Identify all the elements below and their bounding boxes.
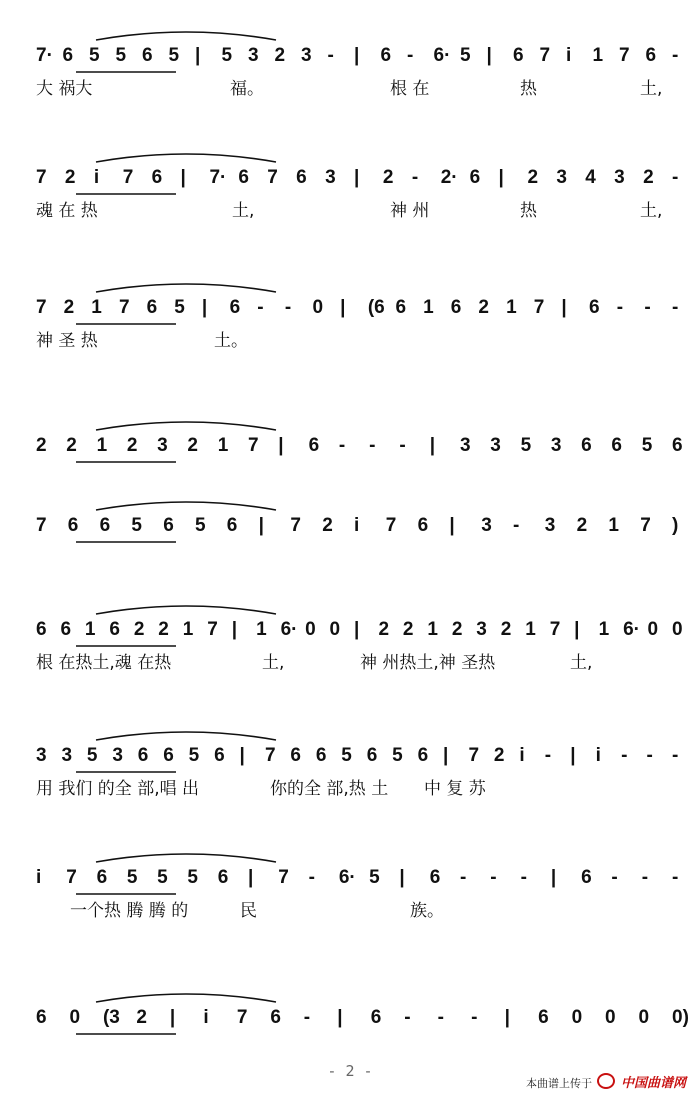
note-token: - [460, 867, 467, 888]
note-token: 7 [36, 167, 47, 188]
note-token: 0 [305, 619, 316, 640]
slur-mark [96, 284, 276, 292]
note-token: 3 [248, 45, 259, 66]
slur-mark [96, 32, 276, 40]
note-token: 2 [382, 167, 394, 188]
note-token: 1 [506, 297, 517, 318]
notation-marks [0, 140, 700, 240]
lyric-segment: 土, [640, 201, 663, 221]
barline: | [354, 45, 360, 66]
lyric-segment: 神 圣 热 [36, 331, 98, 351]
note-token: 7· [36, 45, 53, 66]
note-token: 2 [451, 619, 463, 640]
note-token: 5 [157, 867, 168, 888]
barline: | [429, 435, 436, 456]
note-token: 2 [576, 515, 588, 536]
note-token: 1 [217, 435, 229, 456]
note-token: 7 [264, 745, 276, 766]
note-token: 7 [278, 867, 289, 888]
note-token: 2 [126, 435, 138, 456]
barline: | [169, 1007, 176, 1028]
note-token: 0 [69, 1007, 81, 1028]
note-token: 6 [163, 515, 174, 536]
note-token: 5 [341, 745, 352, 766]
note-token: 6 [296, 167, 307, 188]
note-token: 1 [84, 619, 96, 640]
lyric-segment: 土, [262, 653, 285, 673]
note-token: - [616, 297, 624, 318]
note-token: 5 [131, 515, 142, 536]
slur-mark [96, 502, 276, 510]
note-token: i [354, 515, 360, 536]
note-token: 7 [640, 515, 651, 536]
slur-mark [96, 994, 276, 1002]
note-token: 6 [226, 515, 238, 536]
notation-marks [0, 718, 700, 818]
lyric-segment: 中 复 苏 [424, 779, 486, 799]
note-token: - [257, 297, 264, 318]
note-token: 5 [195, 515, 206, 536]
barline: | [248, 867, 254, 888]
lyric-segment: 土, [570, 653, 593, 673]
note-token: 6 [366, 745, 378, 766]
note-token: - [399, 435, 406, 456]
note-token: - [672, 167, 679, 188]
note-token: 6 [429, 867, 441, 888]
note-token: 6 [229, 297, 241, 318]
note-token: 6 [380, 45, 392, 66]
note-token: 6 [151, 167, 163, 188]
barline: | [561, 297, 567, 318]
note-token: 1 [427, 619, 438, 640]
note-token: - [411, 167, 419, 188]
note-token: 2 [500, 619, 512, 640]
note-token: 6· [338, 867, 356, 888]
note-token: 2 [402, 619, 414, 640]
source-text: 本曲谱上传于 [525, 1077, 592, 1090]
note-token: (3 [102, 1007, 120, 1028]
note-token: - [437, 1007, 444, 1028]
note-token: 7 [619, 45, 630, 66]
note-token: 7 [248, 435, 259, 456]
note-token: 6 [513, 45, 524, 66]
note-token: i [566, 45, 572, 66]
note-token: 5 [115, 45, 127, 66]
note-token: 6 [315, 745, 327, 766]
score-system [0, 840, 700, 940]
note-token: - [644, 297, 651, 318]
note-token: 6 [217, 867, 229, 888]
barline: | [443, 745, 449, 766]
note-token: 1 [592, 45, 604, 66]
barline: | [574, 619, 580, 640]
slur-mark [96, 154, 276, 162]
barline: | [498, 167, 504, 188]
note-token: 7 [468, 745, 480, 766]
note-token: 0 [647, 619, 659, 640]
note-token: 6 [308, 435, 320, 456]
lyric-segment: 福。 [230, 79, 264, 99]
notation-marks [0, 18, 700, 118]
note-token: 6 [67, 515, 79, 536]
page-number: - 2 - [327, 1062, 373, 1080]
note-token: 6 [581, 867, 592, 888]
barline: | [399, 867, 405, 888]
note-token: 1 [598, 619, 610, 640]
barline: | [486, 45, 492, 66]
lyric-segment: 根 在 [390, 79, 430, 99]
note-token: 0 [329, 619, 341, 640]
note-token: 7 [290, 515, 301, 536]
lyric-segment: 土, [232, 201, 255, 221]
note-token: 7 [207, 619, 218, 640]
note-token: - [672, 45, 679, 66]
note-token: 2 [36, 435, 47, 456]
score-system [0, 718, 700, 818]
note-token: 6 [214, 745, 225, 766]
lyric-segment: 族。 [410, 901, 444, 921]
score-system [0, 140, 700, 240]
note-token: 3 [544, 515, 556, 536]
note-token: 2· [440, 167, 458, 188]
note-token: 3 [301, 45, 312, 66]
note-token: 6 [290, 745, 301, 766]
note-token: - [641, 867, 649, 888]
note-token: 7 [236, 1007, 248, 1028]
note-token: 1 [91, 297, 102, 318]
note-token: 6 [417, 745, 429, 766]
site-brand: 中国曲谱网 [620, 1076, 686, 1091]
barline: | [278, 435, 284, 456]
notation-marks [0, 592, 700, 692]
note-token: 2 [643, 167, 654, 188]
note-token: 6 [60, 619, 72, 640]
lyric-segment: 大 祸大 [36, 79, 93, 99]
note-token: 3 [476, 619, 487, 640]
note-token: 1 [182, 619, 194, 640]
note-token: - [621, 745, 628, 766]
note-token: - [369, 435, 376, 456]
note-token: 2 [274, 45, 286, 66]
note-token: 6· [623, 619, 640, 640]
note-token: 6 [142, 45, 153, 66]
barline: | [231, 619, 238, 640]
note-token: 3 [614, 167, 625, 188]
note-token: 0) [672, 1007, 689, 1028]
note-token: 6 [581, 435, 592, 456]
note-token: 7 [385, 515, 397, 536]
note-token: 7 [533, 297, 545, 318]
note-token: - [544, 745, 552, 766]
note-token: 2 [378, 619, 390, 640]
note-token: 7· [209, 167, 227, 188]
note-token: 2 [136, 1007, 147, 1028]
note-token: - [303, 1007, 311, 1028]
barline: | [550, 867, 557, 888]
note-token: - [513, 515, 520, 536]
note-token: 7 [122, 167, 134, 188]
note-token: 2 [63, 297, 75, 318]
note-token: 5 [174, 297, 185, 318]
barline: | [449, 515, 455, 536]
note-token: - [490, 867, 497, 888]
note-token: - [284, 297, 292, 318]
note-token: - [672, 867, 679, 888]
lyric-segment: 你的全 部,热 土 [270, 779, 389, 799]
note-token: 2 [66, 435, 77, 456]
slur-mark [96, 854, 276, 862]
note-token: 6 [36, 619, 47, 640]
note-token: 7 [118, 297, 130, 318]
note-token: i [93, 167, 100, 188]
barline: | [337, 1007, 343, 1028]
note-token: 6 [109, 619, 120, 640]
note-token: 6 [611, 435, 622, 456]
note-token: 0 [571, 1007, 583, 1028]
note-token: - [672, 745, 679, 766]
note-token: 2 [478, 297, 489, 318]
note-token: 5 [641, 435, 653, 456]
note-token: 7 [36, 515, 47, 536]
note-token: 5 [187, 867, 198, 888]
note-token: 0 [672, 619, 683, 640]
note-token: 5 [392, 745, 403, 766]
note-token: 3 [460, 435, 471, 456]
note-token: 6 [589, 297, 600, 318]
note-token: i [36, 867, 42, 888]
slur-mark [96, 422, 276, 430]
note-token: 0 [638, 1007, 650, 1028]
note-token: 5 [89, 45, 100, 66]
note-token: 7 [549, 619, 561, 640]
note-token: 1 [608, 515, 619, 536]
lyric-segment: 民 [240, 901, 257, 921]
note-token: 0 [312, 297, 324, 318]
note-token: 6 [36, 1007, 47, 1028]
note-token: - [338, 435, 346, 456]
note-token: 6 [238, 167, 249, 188]
note-token: 2 [158, 619, 169, 640]
note-token: 4 [585, 167, 596, 188]
note-token: - [308, 867, 315, 888]
barline: | [195, 45, 201, 66]
note-token: 6· [280, 619, 298, 640]
notation-marks [0, 840, 700, 940]
note-token: 3 [36, 745, 47, 766]
note-token: 6· [433, 45, 451, 66]
note-token: 6 [99, 515, 111, 536]
note-token: - [646, 745, 653, 766]
notation-marks [0, 270, 700, 370]
site-logo-icon [597, 1073, 615, 1089]
note-token: 7 [267, 167, 278, 188]
note-token: 7 [36, 297, 47, 318]
note-token: 6 [96, 867, 108, 888]
note-token: - [407, 45, 414, 66]
lyric-segment: 神 州热土,神 圣热 [360, 653, 496, 673]
note-token: i [595, 745, 601, 766]
note-token: 5 [86, 745, 98, 766]
note-token: i [519, 745, 525, 766]
slur-mark [96, 732, 276, 740]
note-token: 3 [325, 167, 336, 188]
note-token: (6 [367, 297, 385, 318]
note-token: 3 [550, 435, 562, 456]
note-token: 2 [64, 167, 76, 188]
note-token: 5 [520, 435, 532, 456]
note-token: 3 [112, 745, 123, 766]
note-token: 6 [469, 167, 481, 188]
note-token: 2 [493, 745, 505, 766]
barline: | [504, 1007, 510, 1028]
note-token: 7 [66, 867, 77, 888]
slur-mark [96, 606, 276, 614]
barline: | [340, 297, 346, 318]
note-token: 3 [556, 167, 567, 188]
note-token: 2 [133, 619, 145, 640]
note-token: 1 [256, 619, 267, 640]
note-token: 6 [645, 45, 657, 66]
note-token: 2 [322, 515, 333, 536]
note-token: 2 [527, 167, 539, 188]
note-token: ) [672, 515, 679, 536]
note-token: - [672, 297, 679, 318]
note-token: - [404, 1007, 411, 1028]
note-token: 6 [672, 435, 683, 456]
barline: | [201, 297, 208, 318]
note-token: i [203, 1007, 209, 1028]
barline: | [258, 515, 264, 536]
barline: | [354, 619, 360, 640]
note-token: 6 [137, 745, 149, 766]
score-system [0, 18, 700, 118]
note-token: 5 [221, 45, 233, 66]
note-token: 6 [62, 45, 74, 66]
note-token: 5 [188, 745, 200, 766]
lyric-segment: 用 我们 的全 部,唱 出 [36, 779, 200, 799]
lyric-segment: 热 [520, 79, 537, 99]
note-token: 5 [460, 45, 471, 66]
note-token: 7 [539, 45, 551, 66]
score-system [0, 592, 700, 692]
note-token: 1 [96, 435, 108, 456]
lyric-segment: 土。 [214, 331, 248, 351]
note-token: 6 [270, 1007, 281, 1028]
barline: | [180, 167, 186, 188]
note-token: 0 [605, 1007, 616, 1028]
note-token: - [471, 1007, 478, 1028]
note-token: - [327, 45, 334, 66]
note-token: 3 [490, 435, 501, 456]
note-token: 2 [187, 435, 198, 456]
lyric-segment: 神 州 [390, 201, 430, 221]
lyric-segment: 根 在热土,魂 在热 [36, 653, 172, 673]
note-token: - [520, 867, 527, 888]
note-token: - [611, 867, 618, 888]
note-token: 1 [525, 619, 536, 640]
source-credit [526, 1072, 686, 1091]
barline: | [570, 745, 576, 766]
score-system [0, 488, 700, 588]
note-token: 5 [168, 45, 180, 66]
lyric-segment: 一个热 腾 腾 的 [70, 901, 189, 921]
lyric-segment: 热 [520, 201, 537, 221]
note-token: 5 [369, 867, 380, 888]
note-token: 6 [538, 1007, 549, 1028]
note-token: 3 [481, 515, 492, 536]
note-token: 6 [395, 297, 407, 318]
lyric-segment: 土, [640, 79, 663, 99]
notation-marks [0, 488, 700, 588]
note-token: 6 [370, 1007, 382, 1028]
lyric-segment: 魂 在 热 [36, 201, 98, 221]
note-token: 3 [157, 435, 168, 456]
note-token: 5 [126, 867, 138, 888]
barline: | [239, 745, 245, 766]
barline: | [354, 167, 360, 188]
note-token: 1 [423, 297, 434, 318]
score-system [0, 270, 700, 370]
note-token: 6 [146, 297, 158, 318]
note-token: 3 [61, 745, 73, 766]
note-token: 6 [450, 297, 462, 318]
note-token: 6 [163, 745, 174, 766]
note-token: 6 [417, 515, 429, 536]
